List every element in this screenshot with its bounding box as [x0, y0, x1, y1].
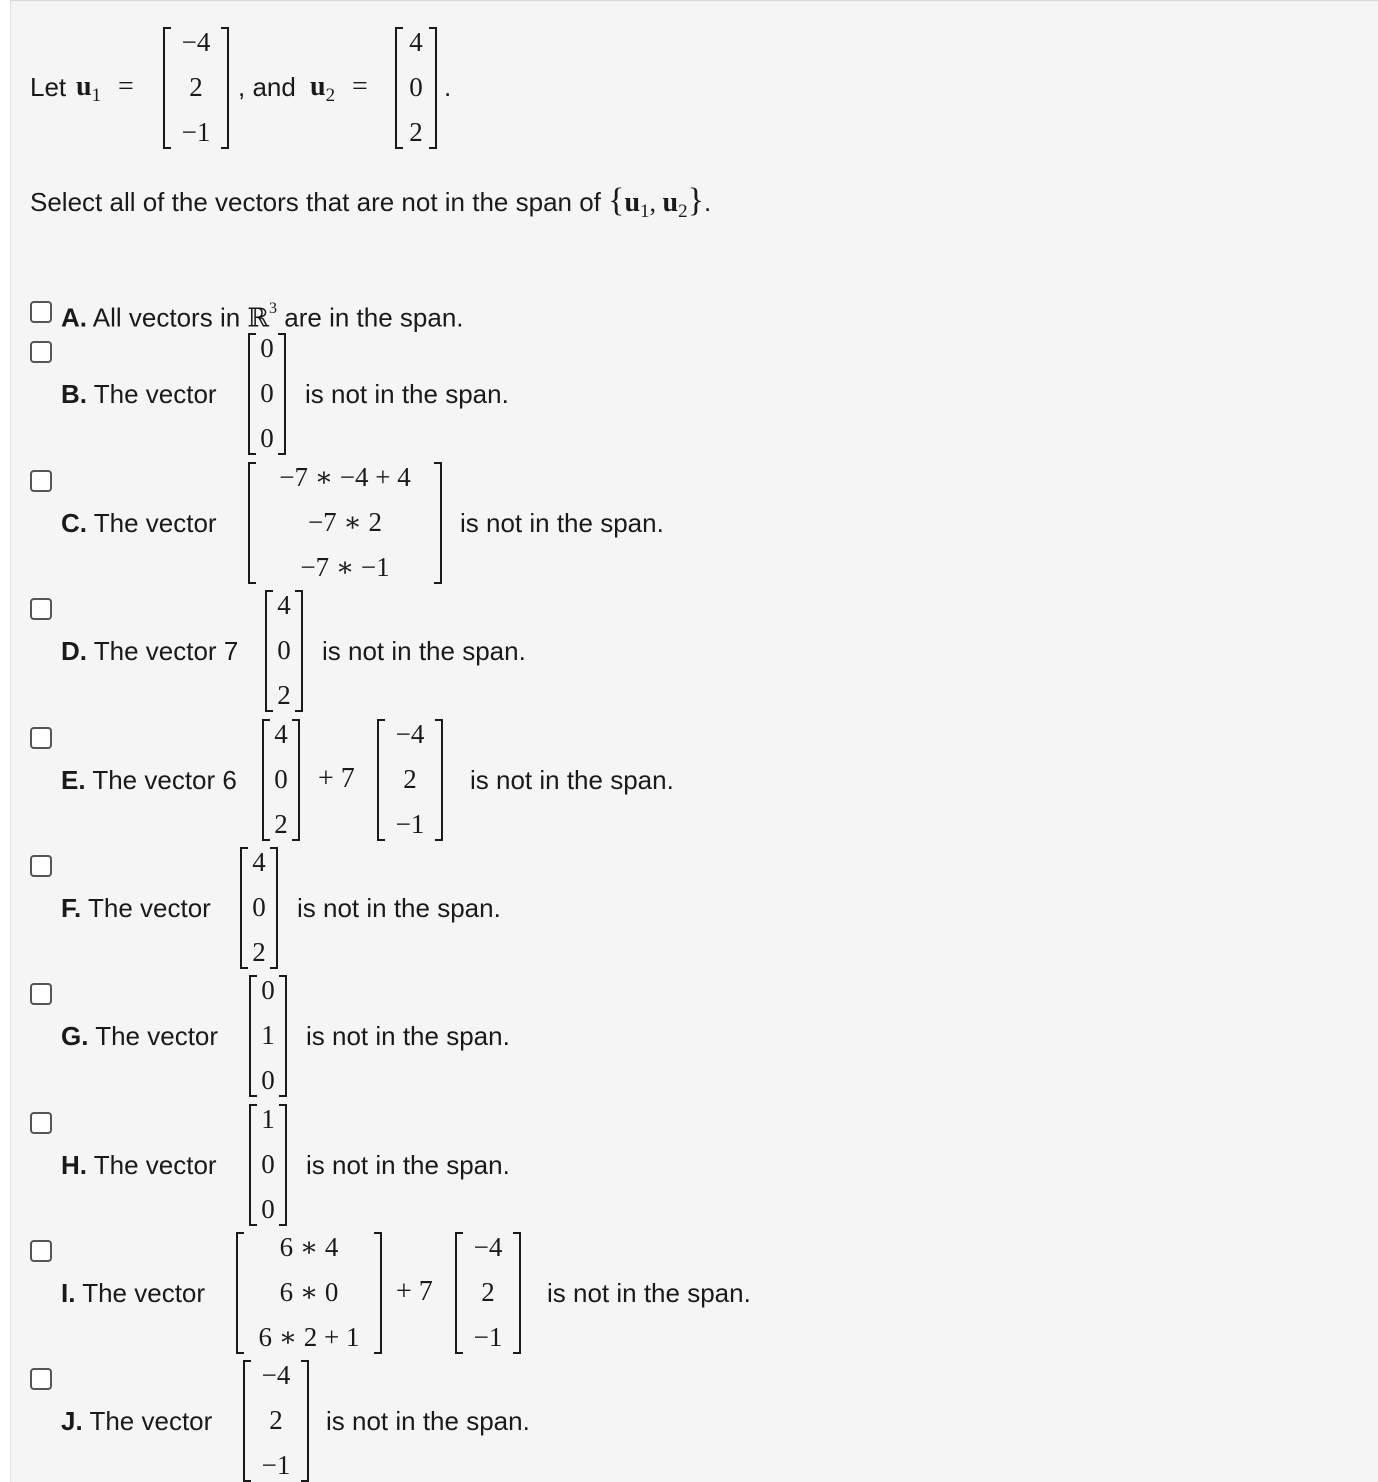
option-f-suffix: is not in the span. [297, 893, 501, 923]
option-i-vec1-entry-1: 6 ∗ 4 [279, 1232, 339, 1262]
option-i-vec1-entry-3: 6 ∗ 2 + 1 [258, 1322, 360, 1352]
option-f-entry-3: 2 [252, 937, 266, 967]
option-b-checkbox[interactable] [30, 341, 52, 363]
option-f-entry-1: 4 [252, 847, 266, 877]
u1-entry-1: −4 [181, 27, 211, 57]
intro-period: . [444, 72, 452, 102]
option-i-checkbox[interactable] [30, 1240, 52, 1262]
u1-equals: = [118, 71, 134, 102]
option-e-vec2-entry-3: −1 [395, 809, 425, 839]
option-g-entry-2: 1 [261, 1020, 275, 1050]
option-h-prefix: H. The vector [61, 1150, 217, 1180]
option-c-entry-1: −7 ∗ −4 + 4 [279, 462, 411, 492]
option-d-checkbox[interactable] [30, 598, 52, 620]
option-i-suffix: is not in the span. [547, 1278, 751, 1308]
option-i-vec2-entry-1: −4 [473, 1232, 503, 1262]
option-d-prefix: D. The vector 7 [61, 636, 239, 666]
option-i-vector-1 [236, 1232, 382, 1354]
option-i-vec1-entry-2: 6 ∗ 0 [279, 1277, 339, 1307]
question-text: Select all of the vectors that are not in the span of {$u_1$, $u_2$}. [30, 182, 712, 222]
option-j-entry-3: −1 [261, 1450, 291, 1480]
option-i-vector-2 [455, 1232, 521, 1354]
option-j-entry-1: −4 [261, 1360, 291, 1390]
option-i-vec2-entry-2: 2 [481, 1277, 495, 1307]
option-d-entry-2: 0 [277, 635, 291, 665]
intro-and: , and [238, 72, 296, 102]
option-h-checkbox[interactable] [30, 1112, 52, 1134]
option-g-suffix: is not in the span. [306, 1021, 510, 1051]
option-h-vector [249, 1104, 287, 1226]
option-i-plus: + 7 [396, 1276, 433, 1307]
u1-symbol: $u_1$ [76, 71, 102, 106]
option-h-entry-1: 1 [261, 1104, 275, 1134]
option-c-checkbox[interactable] [30, 470, 52, 492]
option-j-suffix: is not in the span. [326, 1406, 530, 1436]
option-b-entry-3: 0 [260, 423, 274, 453]
option-b-suffix: is not in the span. [305, 379, 509, 409]
option-c-vector [248, 462, 442, 584]
option-g-prefix: G. The vector [61, 1021, 219, 1051]
option-i-vec2-entry-3: −1 [473, 1322, 503, 1352]
option-j-vector [243, 1360, 309, 1482]
option-h-suffix: is not in the span. [306, 1150, 510, 1180]
option-e-plus: + 7 [318, 763, 355, 794]
option-j-checkbox[interactable] [30, 1368, 52, 1390]
u1-entry-3: −1 [181, 117, 211, 147]
option-e-checkbox[interactable] [30, 727, 52, 749]
option-f-entry-2: 0 [252, 892, 266, 922]
option-b-vector [248, 333, 286, 455]
option-e-prefix: E. The vector 6 [61, 765, 237, 795]
option-f-prefix: F. The vector [61, 893, 211, 923]
option-j-entry-2: 2 [269, 1405, 283, 1435]
option-c-entry-3: −7 ∗ −1 [300, 552, 390, 582]
option-d-entry-3: 2 [277, 680, 291, 710]
option-g-entry-3: 0 [261, 1065, 275, 1095]
option-f-checkbox[interactable] [30, 855, 52, 877]
option-g-checkbox[interactable] [30, 983, 52, 1005]
u2-entry-2: 0 [409, 72, 423, 102]
option-a-checkbox[interactable] [30, 301, 52, 323]
option-c-suffix: is not in the span. [460, 508, 664, 538]
option-g-vector [249, 975, 287, 1097]
option-e-vec1-entry-2: 0 [274, 764, 288, 794]
option-j-prefix: J. The vector [61, 1406, 213, 1436]
u2-vector [395, 27, 437, 149]
option-f-vector [240, 847, 278, 969]
option-b-entry-2: 0 [260, 378, 274, 408]
option-d-entry-1: 4 [277, 590, 291, 620]
u2-equals: = [352, 71, 368, 102]
option-e-vector-2 [377, 719, 443, 841]
option-c-entry-2: −7 ∗ 2 [307, 507, 383, 537]
u2-symbol: $u_2$ [310, 71, 336, 106]
intro-let: Let [30, 72, 67, 102]
u1-entry-2: 2 [189, 72, 203, 102]
u2-entry-3: 2 [409, 117, 423, 147]
option-d-suffix: is not in the span. [322, 636, 526, 666]
option-h-entry-3: 0 [261, 1194, 275, 1224]
option-e-vec2-entry-1: −4 [395, 719, 425, 749]
option-e-suffix: is not in the span. [470, 765, 674, 795]
u2-entry-1: 4 [409, 27, 423, 57]
option-e-vec1-entry-3: 2 [274, 809, 288, 839]
option-h-entry-2: 0 [261, 1149, 275, 1179]
option-d-vector [265, 590, 303, 712]
option-g-entry-1: 0 [261, 975, 275, 1005]
option-e-vector-1 [262, 719, 300, 841]
question-panel [10, 0, 1378, 1482]
option-b-prefix: B. The vector [61, 379, 217, 409]
option-b-entry-1: 0 [260, 333, 274, 363]
option-e-vec2-entry-2: 2 [403, 764, 417, 794]
option-e-vec1-entry-1: 4 [274, 719, 288, 749]
option-a-label: A. All vectors in ℝ$^3$ are in the span. [61, 300, 464, 333]
option-c-prefix: C. The vector [61, 508, 217, 538]
option-i-prefix: I. The vector [61, 1278, 206, 1308]
u1-vector [163, 27, 229, 149]
